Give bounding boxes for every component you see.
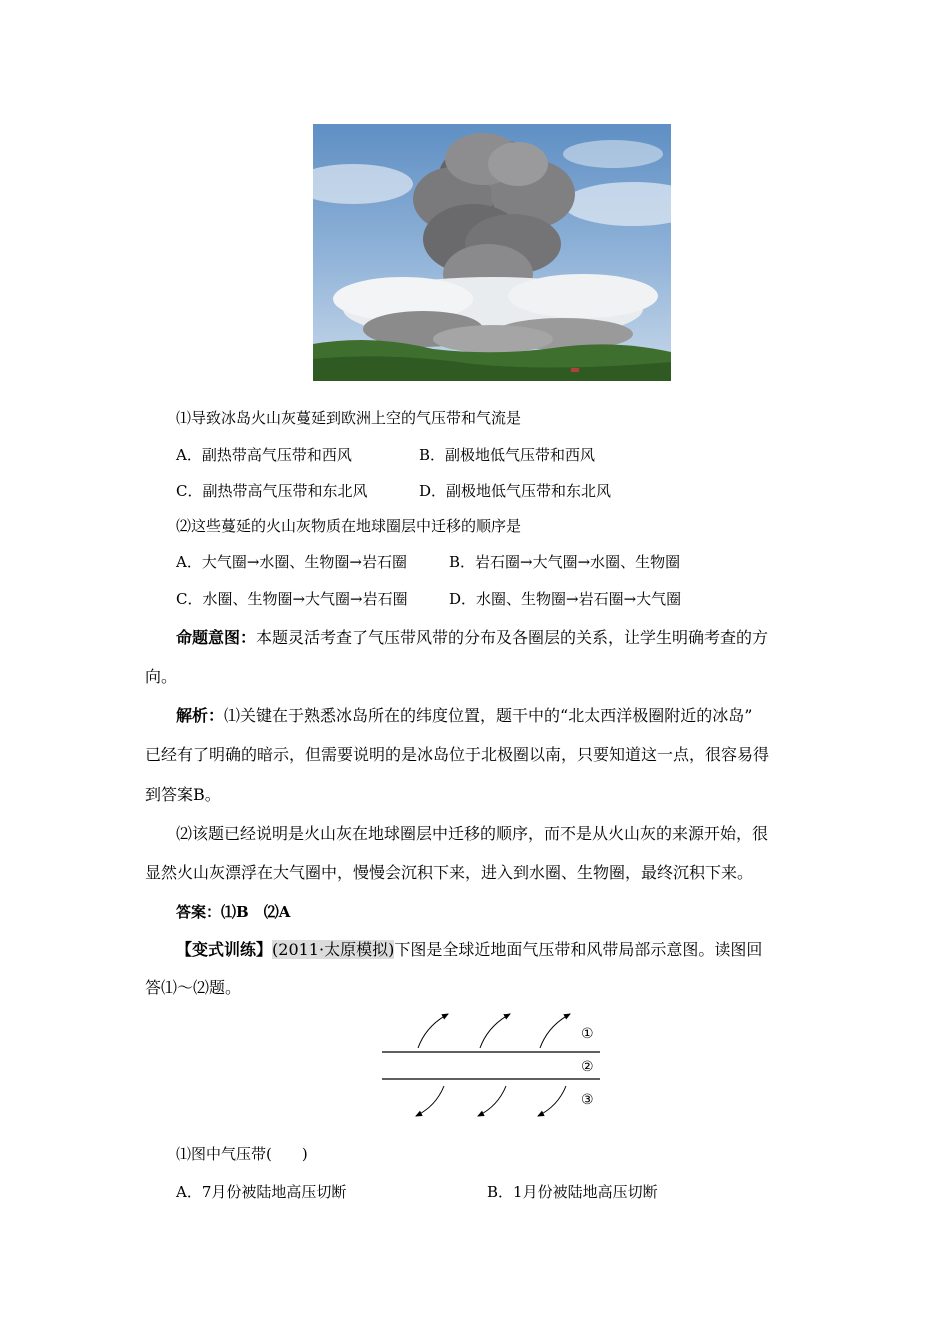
analysis-label: 解析：: [176, 706, 225, 725]
diagram-label-3: ③: [581, 1092, 594, 1108]
question-3-option-b: B．1月份被陆地高压切断: [487, 1183, 658, 1201]
analysis-p1-line3: 到答案B。: [145, 785, 221, 804]
variant-source: (2011·太原模拟): [272, 940, 395, 959]
wind-arrow-upper-2: [480, 1014, 510, 1048]
question-2-stem: ⑵这些蔓延的火山灰物质在地球圈层中迁移的顺序是: [176, 517, 522, 535]
answer-value: ⑴B ⑵A: [221, 903, 291, 921]
intent-label: 命题意图：: [176, 628, 257, 647]
variant-text: 下图是全球近地面气压带和风带局部示意图。读图回: [394, 940, 763, 959]
wind-arrow-lower-1: [416, 1086, 444, 1116]
answer-label: 答案：: [176, 903, 222, 921]
question-1-stem: ⑴导致冰岛火山灰蔓延到欧洲上空的气压带和气流是: [176, 409, 522, 427]
question-2-option-d: D．水圈、生物圈→岩石圈→大气圈: [449, 590, 682, 608]
pressure-wind-belt-diagram: [378, 1008, 608, 1124]
intent-paragraph: [176, 628, 768, 648]
wind-arrow-upper-3: [540, 1014, 570, 1048]
variant-paragraph: [176, 940, 762, 960]
analysis-p2-line2: 显然火山灰漂浮在大气圈中，慢慢会沉积下来，进入到水圈、生物圈，最终沉积下来。: [145, 863, 754, 882]
question-1-option-a: A．副热带高气压带和西风: [176, 446, 352, 464]
question-2-option-a: A．大气圈→水圈、生物圈→岩石圈: [176, 553, 407, 571]
answer-line: [176, 902, 290, 922]
wind-arrow-upper-1: [418, 1014, 448, 1048]
question-3-stem: ⑴图中气压带( ): [176, 1145, 308, 1163]
question-2-option-c: C．水圈、生物圈→大气圈→岩石圈: [176, 590, 408, 608]
intent-text: 本题灵活考查了气压带风带的分布及各圈层的关系，让学生明确考查的方: [256, 628, 769, 647]
analysis-paragraph-1: [176, 706, 752, 726]
question-1-option-c: C．副热带高气压带和东北风: [176, 482, 368, 500]
question-3-option-a: A．7月份被陆地高压切断: [176, 1183, 347, 1201]
question-1-option-d: D．副极地低气压带和东北风: [419, 482, 612, 500]
pressure-wind-belt-svg: [378, 1008, 608, 1124]
analysis-p1-line1: ⑴关键在于熟悉冰岛所在的纬度位置，题干中的“北太西洋极圈附近的冰岛”: [224, 706, 753, 725]
question-2-option-b: B．岩石圈→大气圈→水圈、生物圈: [449, 553, 681, 571]
variant-paragraph-cont: 答⑴～⑵题。: [145, 978, 242, 997]
diagram-label-1: ①: [581, 1026, 594, 1042]
volcano-eruption-photo: [313, 124, 671, 381]
intent-paragraph-cont: 向。: [145, 667, 178, 686]
volcano-eruption-image: [313, 124, 671, 381]
analysis-p1-line2: 已经有了明确的暗示，但需要说明的是冰岛位于北极圈以南，只要知道这一点，很容易得: [145, 745, 770, 764]
variant-tag: 【变式训练】: [176, 940, 273, 959]
wind-arrow-lower-3: [538, 1086, 566, 1116]
question-1-option-b: B．副极地低气压带和西风: [419, 446, 596, 464]
diagram-label-2: ②: [581, 1059, 594, 1075]
wind-arrow-lower-2: [478, 1086, 506, 1116]
analysis-p2-line1: ⑵该题已经说明是火山灰在地球圈层中迁移的顺序，而不是从火山灰的来源开始，很: [176, 824, 769, 843]
